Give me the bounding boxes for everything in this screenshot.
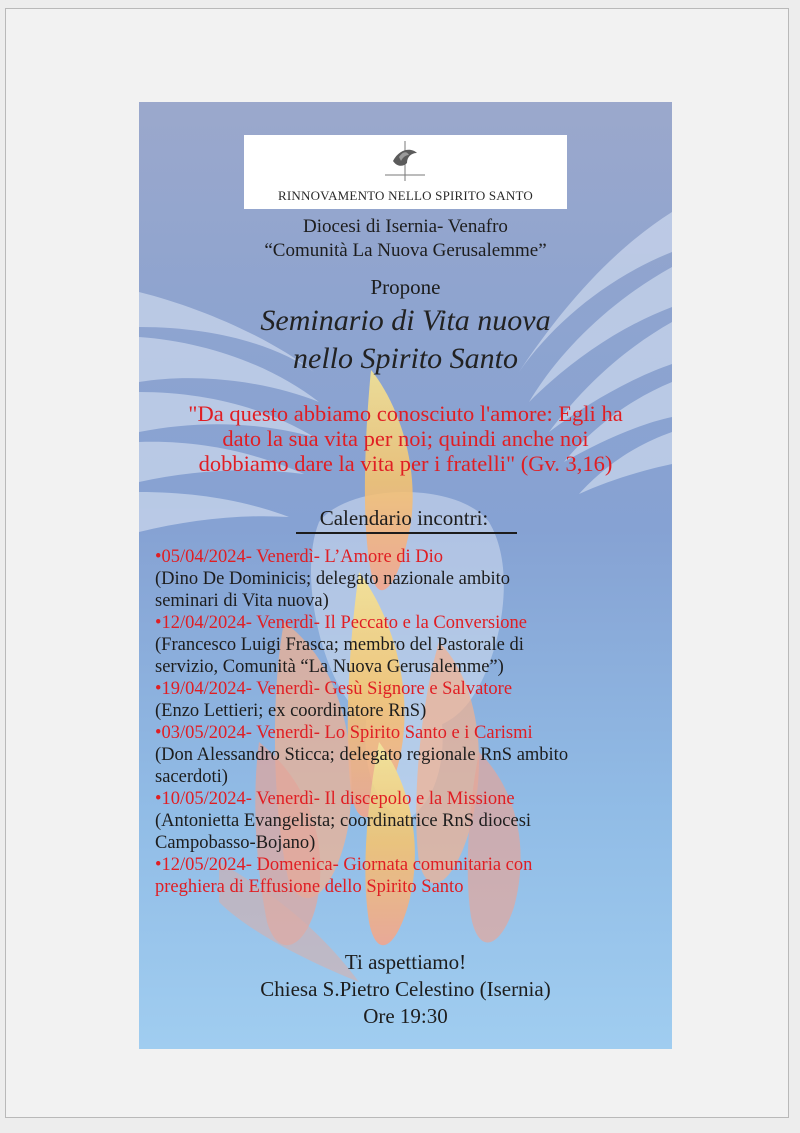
quote-line3: dobbiamo dare la vita per i fratelli" (Gv. 3,16) xyxy=(198,451,613,476)
calendar-heading-underline xyxy=(296,532,517,534)
event-speaker: (Francesco Luigi Frasca; membro del Pastorale di xyxy=(155,635,524,655)
event-item xyxy=(155,678,665,722)
event-speaker: (Dino De Dominicis; delegato nazionale ambito xyxy=(155,569,510,589)
event-title: •19/04/2024- Venerdì- Gesù Signore e Salvatore xyxy=(155,679,513,699)
event-speaker: sacerdoti) xyxy=(155,767,228,787)
calendar-heading: Calendario incontri: xyxy=(319,506,489,530)
event-item xyxy=(155,546,665,612)
propone-label: Propone xyxy=(370,275,441,299)
bible-quote xyxy=(139,401,672,476)
event-item xyxy=(155,788,665,854)
event-speaker: seminari di Vita nuova) xyxy=(155,591,329,611)
event-speaker: Campobasso-Bojano) xyxy=(155,833,316,853)
event-title: •10/05/2024- Venerdì- Il discepolo e la Missione xyxy=(155,789,515,809)
closing-block xyxy=(139,949,672,1030)
seminar-title-line2: nello Spirito Santo xyxy=(293,342,518,375)
diocese-block xyxy=(139,215,672,263)
logo-text: RINNOVAMENTO NELLO SPIRITO SANTO xyxy=(278,188,533,203)
event-title: •12/04/2024- Venerdì- Il Peccato e la Conversione xyxy=(155,613,527,633)
event-speaker: (Antonietta Evangelista; coordinatrice RnS diocesi xyxy=(155,811,532,831)
event-title: •03/05/2024- Venerdì- Lo Spirito Santo e i Carismi xyxy=(155,723,533,743)
event-speaker: (Enzo Lettieri; ex coordinatore RnS) xyxy=(155,701,427,721)
event-item xyxy=(155,722,665,788)
closing-location: Chiesa S.Pietro Celestino (Isernia) xyxy=(260,977,551,1001)
quote-line2: dato la sua vita per noi; quindi anche noi xyxy=(222,426,589,451)
event-speaker: (Don Alessandro Sticca; delegato regionale RnS ambito xyxy=(155,745,569,765)
event-item xyxy=(155,854,665,898)
event-list xyxy=(155,546,665,898)
event-item xyxy=(155,612,665,678)
seminar-title xyxy=(139,302,672,378)
event-poster xyxy=(139,102,672,1049)
quote-line1: "Da questo abbiamo conosciuto l'amore: Egli ha xyxy=(188,401,623,426)
event-speaker: servizio, Comunità “La Nuova Gerusalemme”) xyxy=(155,657,504,677)
diocese-name: Diocesi di Isernia- Venafro xyxy=(303,216,508,237)
event-title: •12/05/2024- Domenica- Giornata comunitaria con xyxy=(155,855,533,875)
document-page xyxy=(5,8,789,1118)
closing-invite: Ti aspettiamo! xyxy=(344,950,467,974)
rns-logo xyxy=(244,135,567,209)
closing-time: Ore 19:30 xyxy=(363,1004,448,1028)
event-title: •05/04/2024- Venerdì- L’Amore di Dio xyxy=(155,547,444,567)
community-name: “Comunità La Nuova Gerusalemme” xyxy=(264,240,547,261)
seminar-title-line1: Seminario di Vita nuova xyxy=(260,304,551,337)
event-title-continued: preghiera di Effusione dello Spirito Santo xyxy=(155,877,464,897)
dove-icon xyxy=(373,139,437,183)
